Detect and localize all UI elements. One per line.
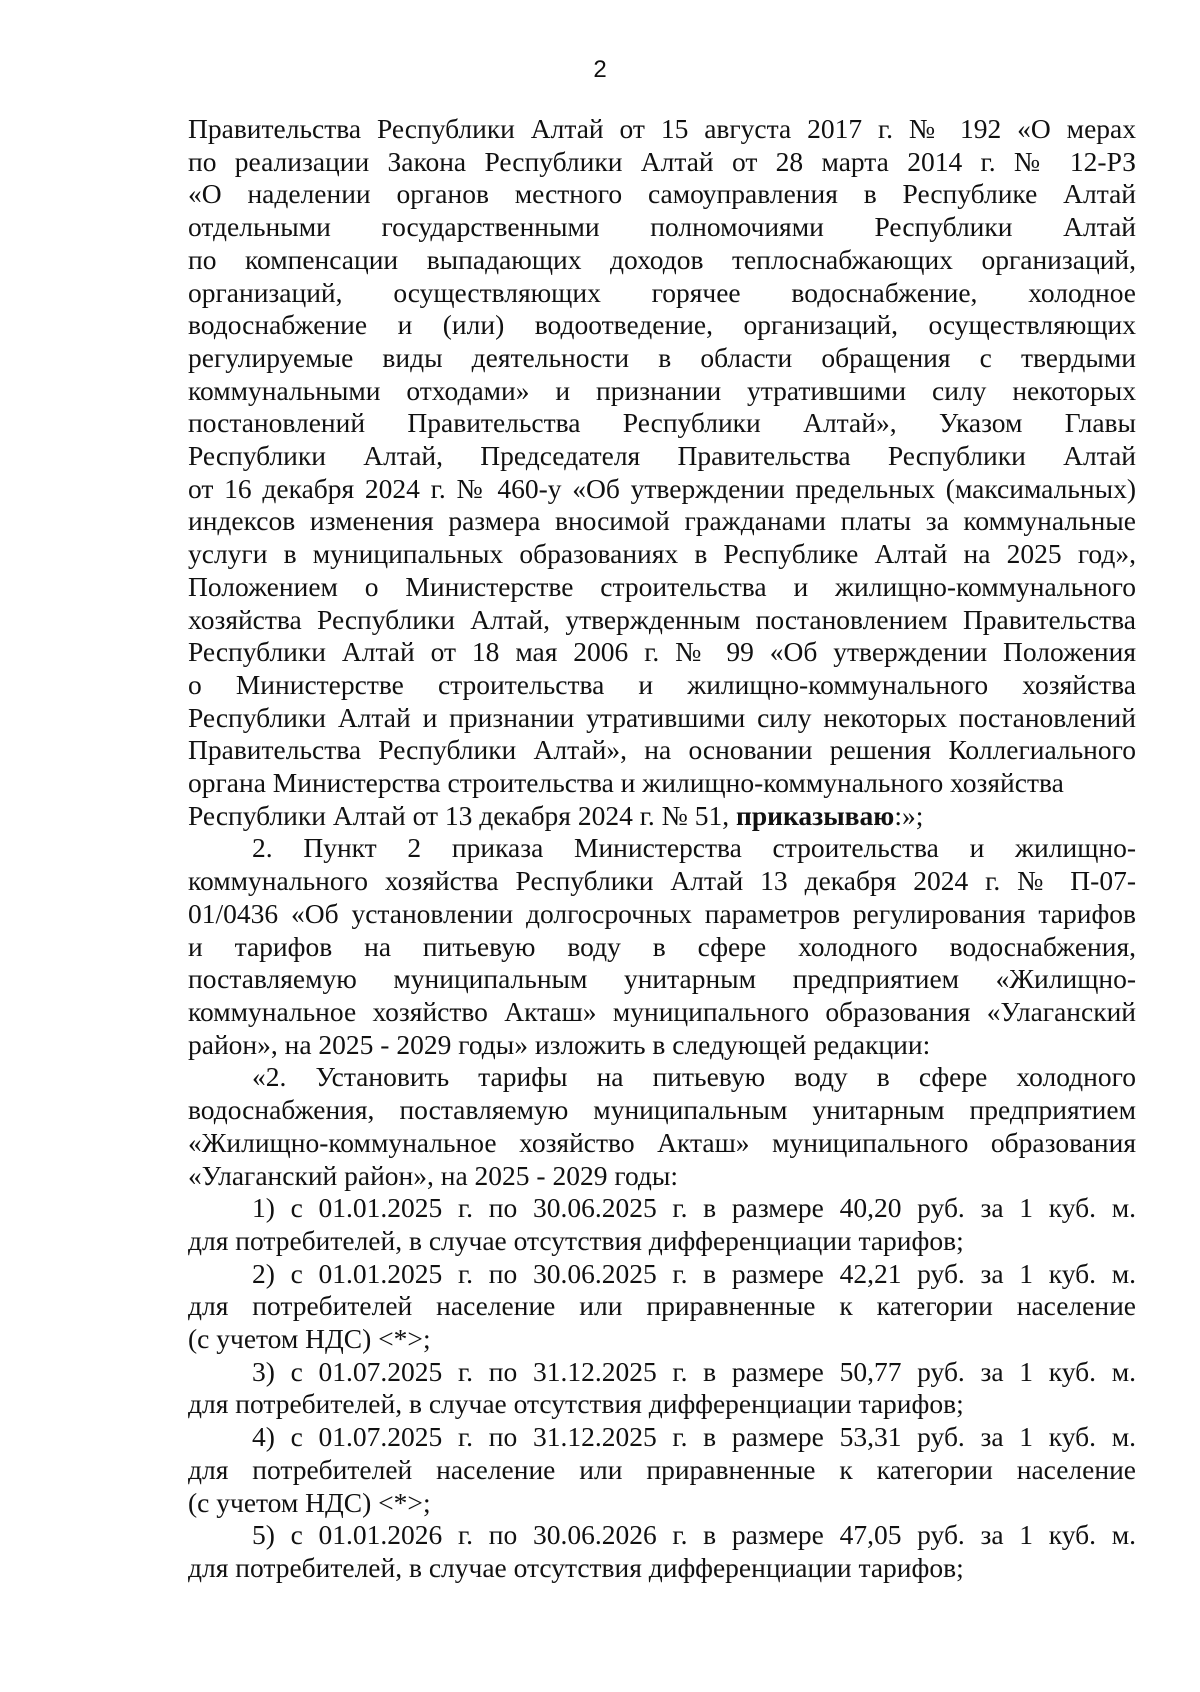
order-keyword: приказываю [736, 799, 895, 831]
text-line: и тарифов на питьевую воду в сфере холодного водоснабжения, [188, 930, 1136, 962]
text-line: Правительства Республики Алтай», на основании решения Коллегиального [188, 734, 1136, 766]
text-line: коммунального хозяйства Республики Алтай 13 декабря 2024 г. № П-07- [188, 865, 1136, 897]
paragraph-item-2 [188, 832, 1136, 1061]
text-line: Республики Алтай, Председателя Правительства Республики Алтай [188, 440, 1136, 472]
text-line: хозяйства Республики Алтай, утвержденным постановлением Правительства [188, 603, 1136, 635]
text-line: 1) с 01.01.2025 г. по 30.06.2025 г. в размере 40,20 руб. за 1 куб. м. [252, 1192, 1136, 1224]
paragraph-tariffs-intro [188, 1061, 1136, 1192]
text-line: для потребителей, в случае отсутствия дифференциации тарифов; [188, 1224, 964, 1256]
text-line: по компенсации выпадающих доходов теплоснабжающих организаций, [188, 243, 1136, 275]
page-number: 2 [593, 56, 607, 83]
text-line: 2) с 01.01.2025 г. по 30.06.2025 г. в размере 42,21 руб. за 1 куб. м. [252, 1257, 1136, 1289]
tariff-list-item [188, 1421, 1136, 1519]
text-line: отдельными государственными полномочиями Республики Алтай [188, 211, 1136, 243]
text-line: по реализации Закона Республики Алтай от 28 марта 2014 г. № 12-РЗ [188, 145, 1136, 177]
text-line: для потребителей, в случае отсутствия дифференциации тарифов; [188, 1551, 964, 1583]
text-line: о Министерстве строительства и жилищно-коммунального хозяйства [188, 668, 1136, 700]
text-line: 3) с 01.07.2025 г. по 31.12.2025 г. в размере 50,77 руб. за 1 куб. м. [252, 1355, 1136, 1387]
text-line: для потребителей население или приравненные к категории население [188, 1453, 1136, 1485]
text-line: Правительства Республики Алтай от 15 августа 2017 г. № 192 «О мерах [188, 113, 1136, 144]
text-line: водоснабжения, поставляемую муниципальным унитарным предприятием [188, 1094, 1136, 1126]
text-run: :»; [894, 799, 924, 831]
text-line: 01/0436 «Об установлении долгосрочных параметров регулирования тарифов [188, 897, 1136, 929]
text-line: для потребителей, в случае отсутствия дифференциации тарифов; [188, 1388, 964, 1420]
tariff-list-item [188, 1519, 1136, 1584]
text-line: водоснабжение и (или) водоотведение, организаций, осуществляющих [188, 309, 1136, 341]
text-line: Республики Алтай от 18 мая 2006 г. № 99 «Об утверждении Положения [188, 636, 1136, 668]
text-line: услуги в муниципальных образованиях в Республике Алтай на 2025 год», [188, 538, 1136, 570]
text-line: «Жилищно-коммунальное хозяйство Акташ» муниципального образования [188, 1126, 1136, 1158]
tariff-list-item [188, 1192, 1136, 1257]
text-run: Республики Алтай от 13 декабря 2024 г. № 51, [188, 799, 736, 831]
document-body [188, 113, 1136, 1585]
text-line: «Улаганский район», на 2025 - 2029 годы: [188, 1159, 679, 1191]
text-line [188, 800, 1136, 833]
text-line: 4) с 01.07.2025 г. по 31.12.2025 г. в размере 53,31 руб. за 1 куб. м. [252, 1421, 1136, 1453]
text-line: район», на 2025 - 2029 годы» изложить в следующей редакции: [188, 1028, 931, 1060]
text-line: коммунальными отходами» и признании утратившими силу некоторых [188, 374, 1136, 406]
text-line: постановлений Правительства Республики Алтай», Указом Главы [188, 407, 1136, 439]
text-line: 5) с 01.01.2026 г. по 30.06.2026 г. в размере 47,05 руб. за 1 куб. м. [252, 1519, 1136, 1551]
text-line: (с учетом НДС) <*>; [188, 1486, 431, 1518]
text-line: коммунальное хозяйство Акташ» муниципального образования «Улаганский [188, 995, 1136, 1027]
text-line: для потребителей население или приравненные к категории население [188, 1290, 1136, 1322]
tariff-list-item [188, 1356, 1136, 1421]
text-line: поставляемую муниципальным унитарным предприятием «Жилищно- [188, 963, 1136, 995]
text-line: от 16 декабря 2024 г. № 460-у «Об утверждении предельных (максимальных) [188, 472, 1136, 504]
text-line: индексов изменения размера вносимой гражданами платы за коммунальные [188, 505, 1136, 537]
text-line: «2. Установить тарифы на питьевую воду в сфере холодного [252, 1061, 1136, 1093]
tariff-list-item [188, 1258, 1136, 1356]
text-line: организаций, осуществляющих горячее водоснабжение, холодное [188, 276, 1136, 308]
text-line: Республики Алтай и признании утратившими силу некоторых постановлений [188, 701, 1136, 733]
paragraph-continuation [188, 113, 1136, 832]
text-line: «О наделении органов местного самоуправления в Республике Алтай [188, 178, 1136, 210]
text-line: 2. Пункт 2 приказа Министерства строительства и жилищно- [252, 832, 1136, 864]
text-line: органа Министерства строительства и жилищно-коммунального хозяйства [188, 767, 1064, 799]
text-line: регулируемые виды деятельности в области обращения с твердыми [188, 341, 1136, 373]
text-line: Положением о Министерстве строительства и жилищно-коммунального [188, 570, 1136, 602]
text-line: (с учетом НДС) <*>; [188, 1323, 431, 1355]
